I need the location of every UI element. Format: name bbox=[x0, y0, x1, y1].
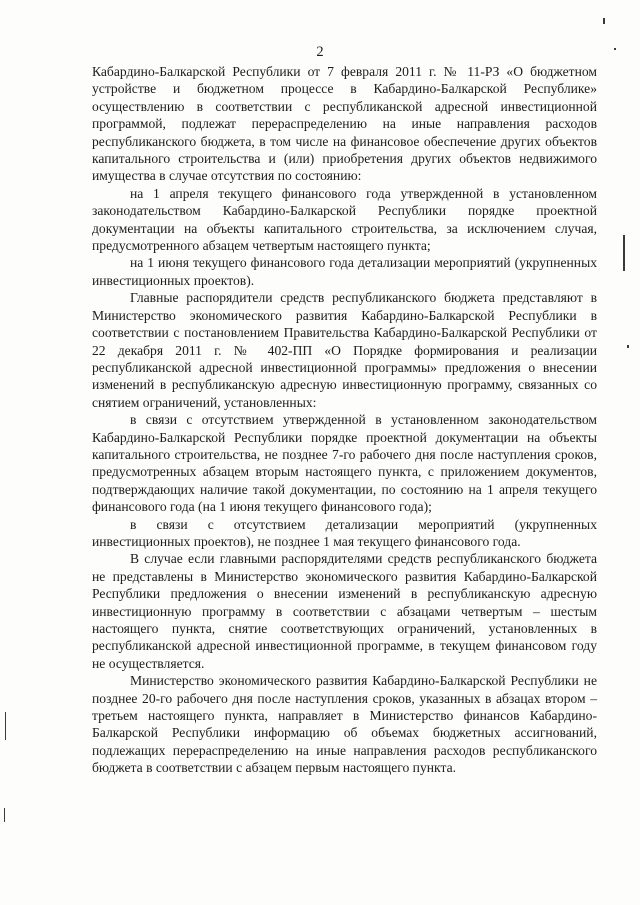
paragraph-6: в связи с отсутствием детализации мероприятий (укрупненных инвестиционных проектов), не позднее 1 мая текущего финансового года. bbox=[92, 516, 597, 549]
paragraph-2: на 1 апреля текущего финансового года утвержденной в установленном законодательством Кабардино-Балкарской Республики порядке проектной документации на объекты капитального строительства, за исключением случая, предусмотренного абзацем четвертым настоящего пункта; bbox=[92, 185, 597, 254]
page-number: 2 bbox=[316, 44, 324, 60]
scan-speck bbox=[4, 808, 5, 822]
paragraph-7: В случае если главными распорядителями средств республиканского бюджета не представлены в Министерство экономического развития Кабардино-Балкарской Республики предложения о внесении изменений в республиканскую адресную инвестиционную программу в соответствии с абзацами четвертым – шестым настоящего пункта, снятие соответствующих ограничений, установленных в республиканской адресной инвестиционной программе, в текущем финансовом году не осуществляется. bbox=[92, 551, 597, 671]
paragraph-5: в связи с отсутствием утвержденной в установленном законодательством Кабардино-Балкарской Республики порядке проектной документации на объекты капитального строительства, не позднее 7-го рабочего дня после наступления сроков, предусмотренных абзацем вторым настоящего пункта, с приложением документов, подтверждающих наличие такой документации, по состоянию на 1 апреля текущего финансового года (на 1 июня текущего финансового года); bbox=[92, 412, 597, 515]
paragraph-4: Главные распорядители средств республиканского бюджета представляют в Министерство экономического развития Кабардино-Балкарской Республики в соответствии с постановлением Правительства Кабардино-Балкарской Республики от 22 декабря 2011 г. № 402-ПП «О Порядке формирования и реализации республиканской адресной инвестиционной программы» предложения о внесении изменений в республиканскую адресную инвестиционную программу, связанных со снятием ограничений, установленных: bbox=[92, 290, 597, 410]
scan-speck bbox=[603, 18, 605, 24]
scan-margin-line bbox=[623, 235, 625, 271]
scan-margin-line bbox=[5, 712, 6, 740]
scan-speck bbox=[614, 48, 616, 50]
paragraph-8: Министерство экономического развития Кабардино-Балкарской Республики не позднее 20-го рабочего дня после наступления сроков, указанных в абзацах втором – третьем настоящего пункта, направляет в Министерство финансов Кабардино-Балкарской Республики информацию об объемах бюджетных ассигнований, подлежащих перераспределению на иные направления расходов республиканского бюджета в соответствии с абзацем первым настоящего пункта. bbox=[92, 673, 597, 776]
paragraph-1: Кабардино-Балкарской Республики от 7 февраля 2011 г. № 11-РЗ «О бюджетном устройстве и бюджетном процессе в Кабардино-Балкарской Республике» осуществлению в соответствии с республиканской адресной инвестиционной программой, подлежат перераспределению на иные направления расходов республиканского бюджета, в том числе на финансовое обеспечение других объектов капитального строительства и (или) приобретения других объектов недвижимого имущества в случае отсутствия по состоянию: bbox=[92, 64, 597, 184]
paragraph-3: на 1 июня текущего финансового года детализации мероприятий (укрупненных инвестиционных проектов). bbox=[92, 255, 597, 288]
scan-speck bbox=[627, 345, 629, 348]
document-body bbox=[92, 63, 597, 777]
